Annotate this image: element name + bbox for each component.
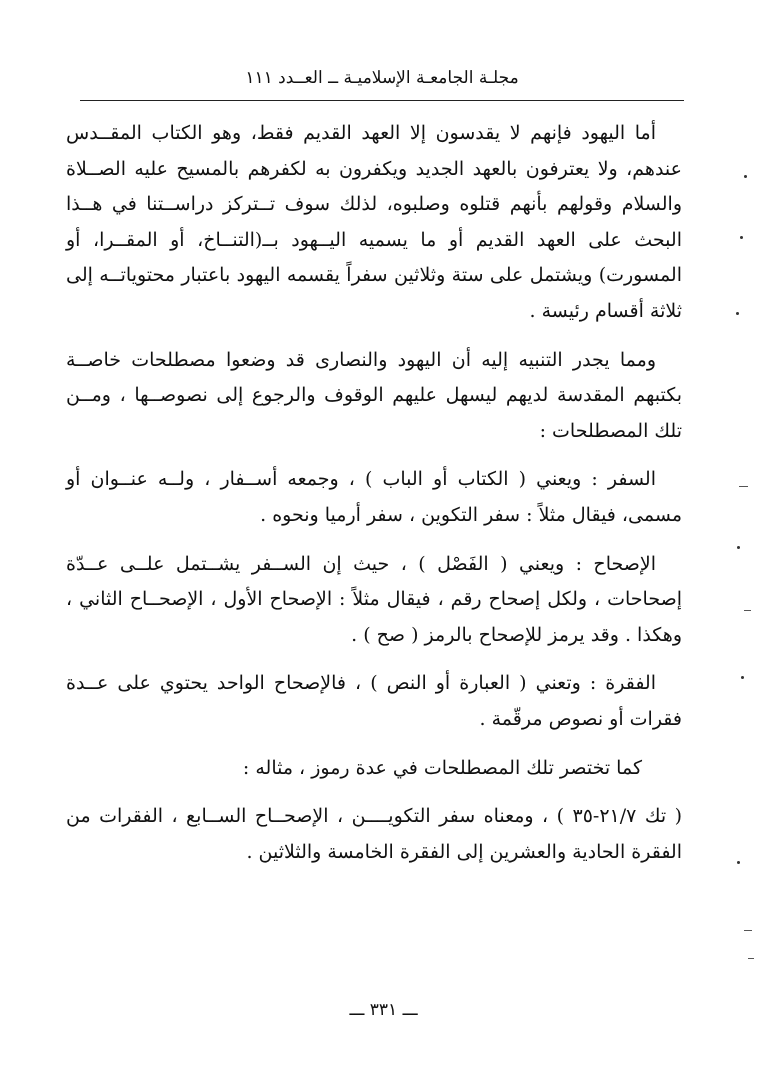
paragraph-example: ( تك ٢١/٧-٣٥ ) ، ومعناه سفر التكويــــن ، الإصحــاح الســابع ، الفقرات من الفقرة الحادية والعشرين إلى الفقرة الخامسة والثلاثين . [66,805,682,863]
paragraph-jews-old-testament: أما اليهود فإنهم لا يقدسون إلا العهد القديم فقط، وهو الكتاب المقــدس عندهم، ولا يعترفون بالعهد الجديد ويكفرون به لكفرهم بالمسيح عليه الصــلاة والسلام وقولهم بأنهم قتلوه وصلبوه، لذلك سوف تــتركز دراســتنا في هــذا البحث على العهد القديم أو ما يسميه اليــهود بــ(التنــاخ، أو المقــرا، أو المسورت) ويشتمل على ستة وثلاثين سفراً يقسمه اليهود باعتبار محتوياتــه إلى ثلاثة أقسام رئيسة . [66,122,682,322]
paragraph-term-sifr: السفر : ويعني ( الكتاب أو الباب ) ، وجمعه أســفار ، ولــه عنــوان أو مسمى، فيقال مثلاً : سفر التكوين ، سفر أرميا ونحوه . [66,468,682,526]
scan-speck [737,546,740,549]
paragraph-term-ishah: الإصحاح : ويعني ( الفَصْل ) ، حيث إن الســفر يشــتمل علــى عــدّة إصحاحات ، ولكل إصحاح رقم ، فيقال مثلاً : الإصحاح الأول ، الإصحــاح الثاني ، وهكذا . وقد يرمز للإصحاح بالرمز ( صح ) . [66,552,682,646]
scan-speck [737,861,740,864]
header-divider [80,100,684,101]
scan-mark [744,930,752,931]
scan-speck [741,676,744,679]
running-header: مجلـة الجامعـة الإسلاميـة ــ العــدد ١١١ [245,68,519,88]
scan-mark [744,610,751,611]
scan-speck [736,312,739,315]
scan-mark [748,958,754,959]
paragraph-abbreviations: كما تختصر تلك المصطلحات في عدة رموز ، مثاله : [242,756,642,779]
article-body [66,116,682,870]
page-number: ـــ ٣٣١ ـــ [349,1000,418,1020]
scan-mark [739,486,748,487]
paragraph-term-faqra: الفقرة : وتعني ( العبارة أو النص ) ، فالإصحاح الواحد يحتوي على عــدة فقرات أو نصوص مرقّمة . [66,672,682,730]
scan-speck [740,236,743,239]
paragraph-terminology-intro: ومما يجدر التنبيه إليه أن اليهود والنصارى قد وضعوا مصطلحات خاصــة بكتبهم المقدسة لديهم ليسهل عليهم الوقوف والرجوع إلى نصوصــها ، ومــن تلك المصطلحات : [66,348,682,442]
scan-speck [744,175,747,178]
